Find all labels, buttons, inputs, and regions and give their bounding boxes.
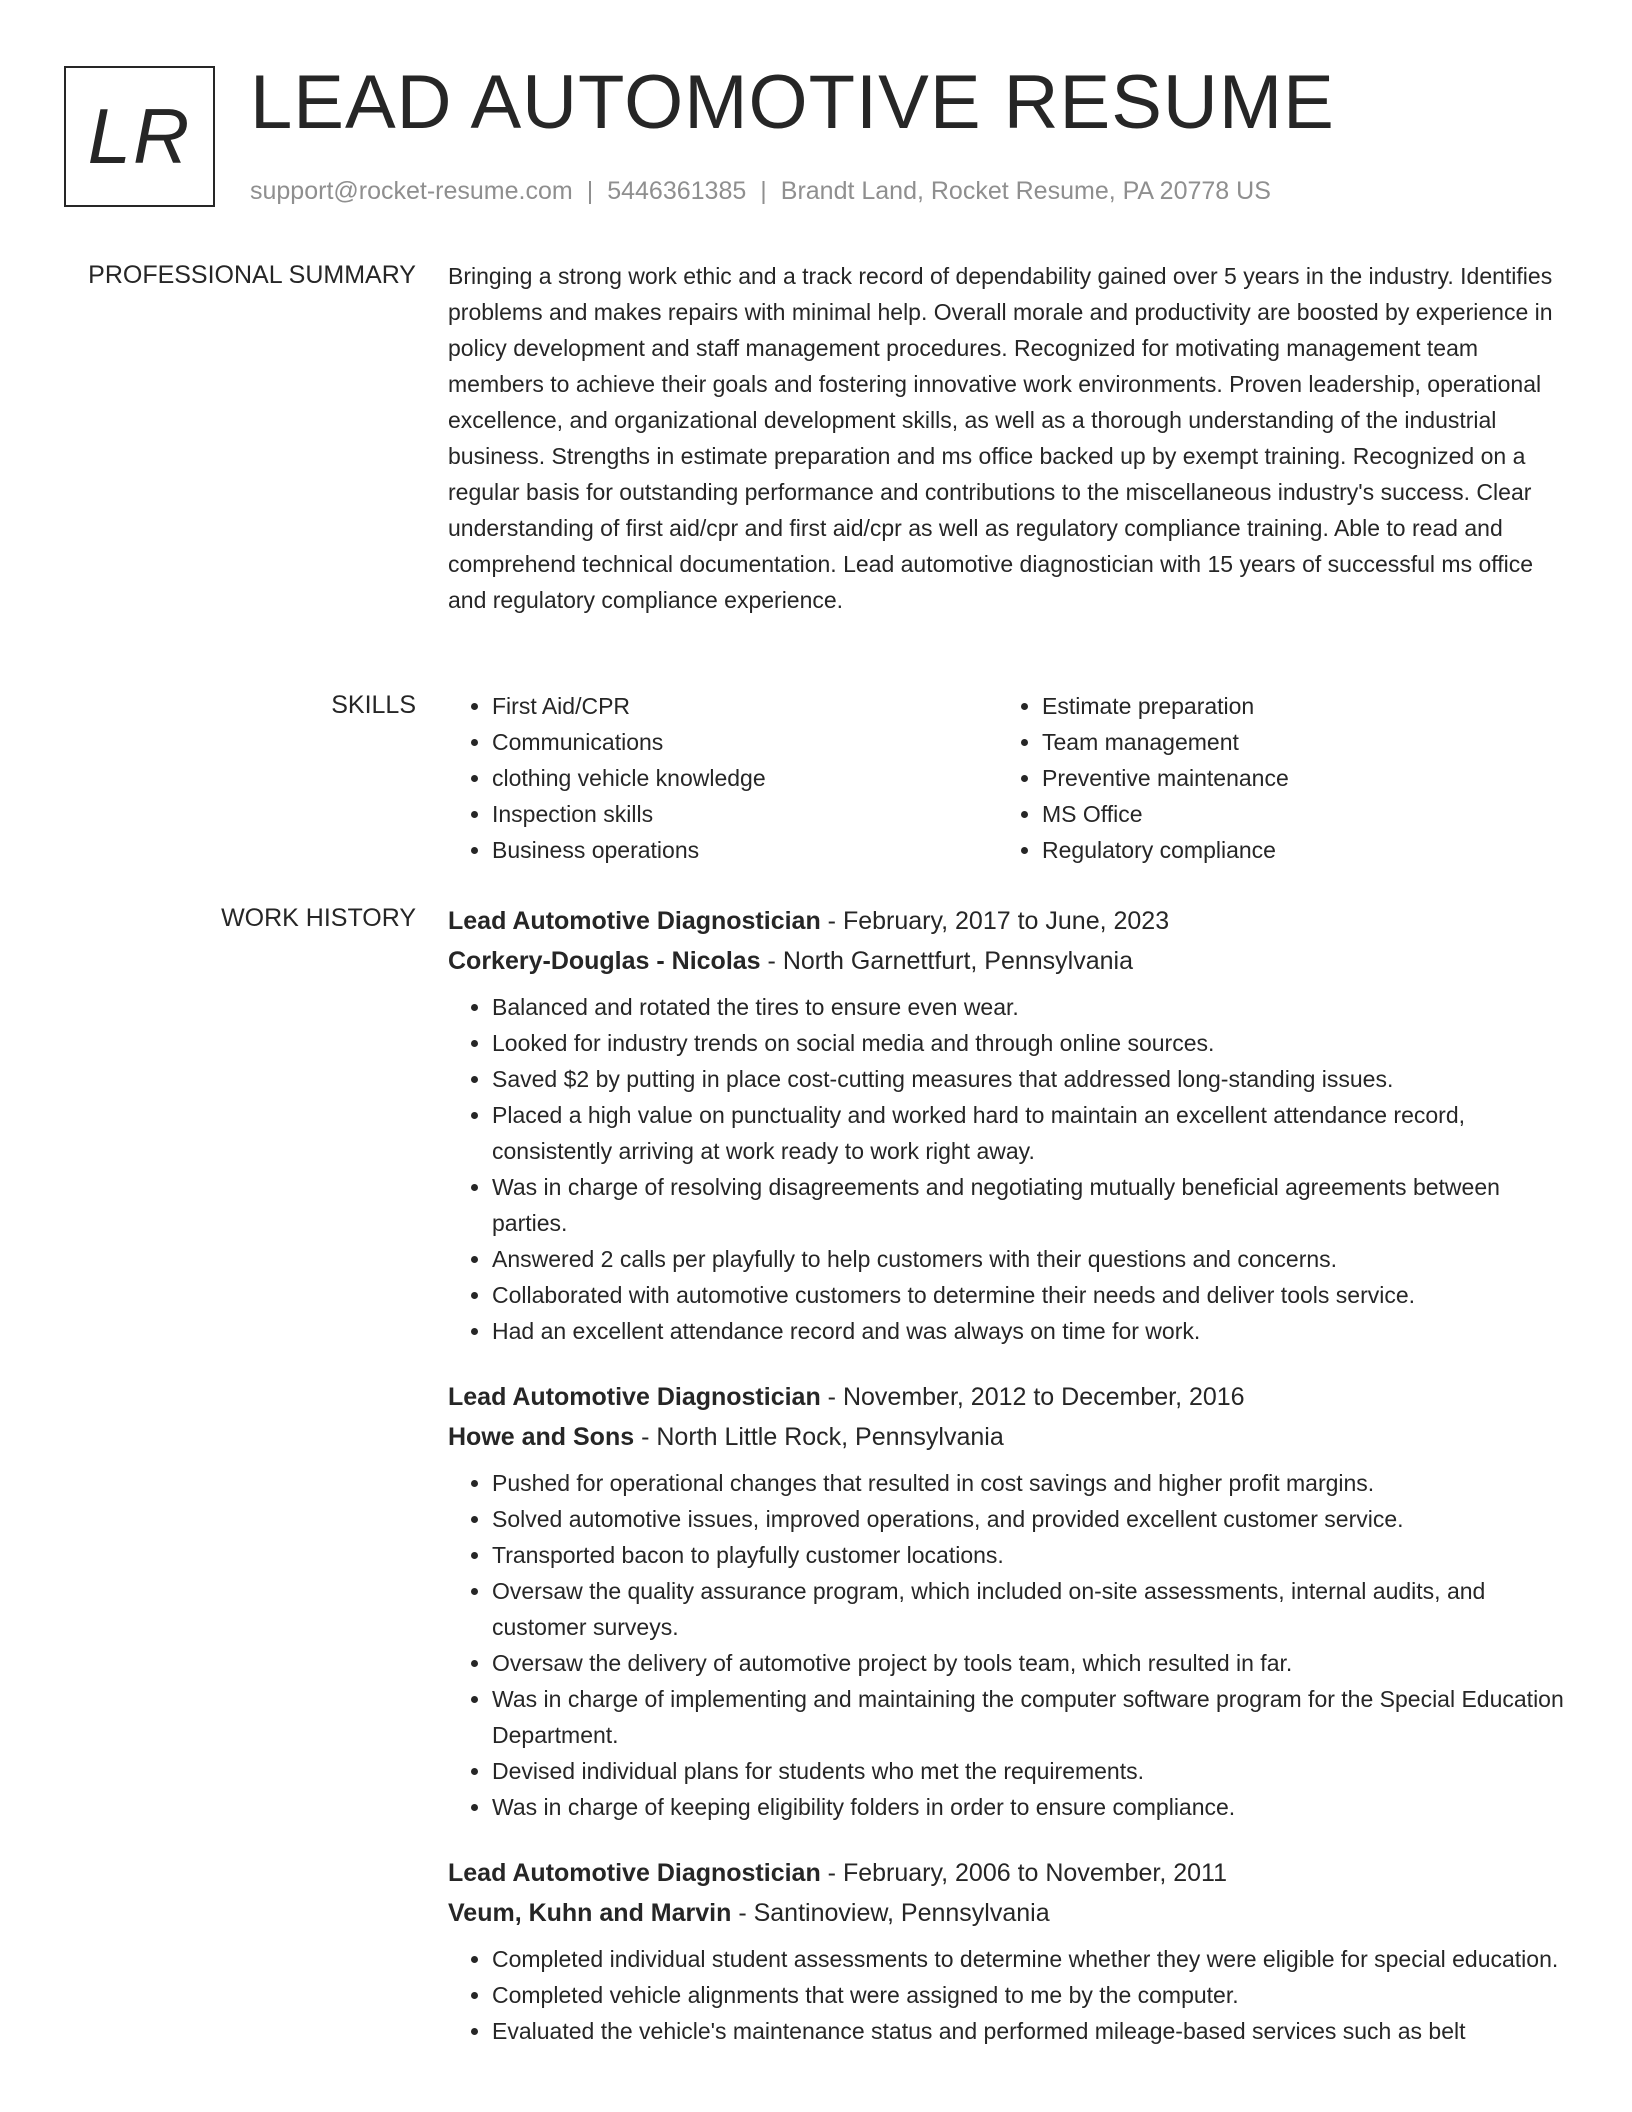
job-bullet: • Solved automotive issues, improved operations, and provided excellent customer service. [492,1501,1566,1537]
job-company: Veum, Kuhn and Marvin [448,1899,732,1927]
work-history-body [448,901,1566,2077]
job-bullet-list [448,1465,1566,1825]
job-bullet: • Placed a high value on punctuality and worked hard to maintain an excellent attendance record, consistently arriving at work ready to work right away. [492,1097,1566,1169]
job-bullet: • Pushed for operational changes that resulted in cost savings and higher profit margins. [492,1465,1566,1501]
job-bullet: • Oversaw the quality assurance program, which included on-site assessments, internal audits, and customer surveys. [492,1573,1566,1645]
job-location: North Little Rock, Pennsylvania [656,1423,1004,1451]
dash: - [731,1899,754,1927]
job-dates: November, 2012 to December, 2016 [842,1383,1245,1411]
skill-item: • Preventive maintenance [1042,760,1548,796]
job-bullet: • Was in charge of implementing and maintaining the computer software program for the Special Education Department. [492,1681,1566,1753]
job-bullet: • Collaborated with automotive customers to determine their needs and deliver tools service. [492,1277,1566,1313]
skill-item: • Estimate preparation [1042,688,1548,724]
skill-item: • Inspection skills [492,796,998,832]
skill-item: • Communications [492,724,998,760]
job-title-line [448,1377,1566,1417]
skills-columns [448,688,1566,868]
skills-body [448,688,1566,868]
job-dates: February, 2017 to June, 2023 [842,907,1170,935]
contact-phone[interactable]: 5446361385 [607,177,747,205]
contact-separator: | [760,177,767,205]
job-company-line [448,1417,1566,1457]
summary-body [448,258,1566,618]
job-entry [448,1853,1566,2049]
dash: - [634,1423,657,1451]
job-title: Lead Automotive Diagnostician [448,1383,821,1411]
job-bullet: • Saved $2 by putting in place cost-cutting measures that addressed long-standing issues. [492,1061,1566,1097]
job-bullet: • Evaluated the vehicle's maintenance status and performed mileage-based services such as belt [492,2013,1566,2049]
skill-item: • Business operations [492,832,998,868]
job-title: Lead Automotive Diagnostician [448,907,821,935]
job-location: Santinoview, Pennsylvania [753,1899,1050,1927]
job-entry [448,1377,1566,1825]
job-bullet: • Answered 2 calls per playfully to help customers with their questions and concerns. [492,1241,1566,1277]
dash: - [820,1383,843,1411]
dash: - [820,907,843,935]
job-bullet: • Transported bacon to playfully customer locations. [492,1537,1566,1573]
skill-item: • clothing vehicle knowledge [492,760,998,796]
job-bullet: • Was in charge of keeping eligibility folders in order to ensure compliance. [492,1789,1566,1825]
job-bullet: • Oversaw the delivery of automotive project by tools team, which resulted in far. [492,1645,1566,1681]
job-company-line [448,941,1566,981]
skill-item: • MS Office [1042,796,1548,832]
job-title-line [448,901,1566,941]
job-bullet: • Was in charge of resolving disagreements and negotiating mutually beneficial agreements between parties. [492,1169,1566,1241]
job-entry [448,901,1566,1349]
summary-text: Bringing a strong work ethic and a track record of dependability gained over 5 years in the industry. Identifies problems and makes repairs with minimal help. Overall morale and productivity are boosted by experience in policy development and staff management procedures. Recognized for motivating management team members to achieve their goals and fostering innovative work environments. Proven leadership, operational excellence, and organizational development skills, as well as a thorough understanding of the industrial business. Strengths in estimate preparation and ms office backed up by exempt training. Recognized on a regular basis for outstanding performance and contributions to the miscellaneous industry's success. Clear understanding of first aid/cpr and first aid/cpr as well as regulatory compliance training. Able to read and comprehend technical documentation. Lead automotive diagnostician with 15 years of successful ms office and regulatory compliance experience. [448,263,1553,613]
job-bullet: • Looked for industry trends on social media and through online sources. [492,1025,1566,1061]
section-label-summary: PROFESSIONAL SUMMARY [88,261,416,289]
job-bullet-list [448,989,1566,1349]
contact-separator: | [586,177,594,205]
section-label-skills: SKILLS [331,691,416,719]
job-bullet: • Balanced and rotated the tires to ensure even wear. [492,989,1566,1025]
skills-list-right [998,688,1548,868]
job-title-line [448,1853,1566,1893]
job-dates: February, 2006 to November, 2011 [842,1859,1227,1887]
contact-address: Brandt Land, Rocket Resume, PA 20778 US [780,177,1271,205]
skill-item: • Team management [1042,724,1548,760]
job-location: North Garnettfurt, Pennsylvania [782,947,1133,975]
dash: - [820,1859,843,1887]
skills-list-left [448,688,998,868]
job-company: Howe and Sons [448,1423,635,1451]
job-bullet: • Completed individual student assessments to determine whether they were eligible for special education. [492,1941,1566,1977]
skill-item: • Regulatory compliance [1042,832,1548,868]
dash: - [760,947,783,975]
page-title: LEAD AUTOMOTIVE RESUME [250,60,1335,145]
contact-line [250,174,1271,208]
job-bullet: • Completed vehicle alignments that were assigned to me by the computer. [492,1977,1566,2013]
job-title: Lead Automotive Diagnostician [448,1859,821,1887]
job-bullet-list [448,1941,1566,2049]
job-bullet: • Devised individual plans for students who met the requirements. [492,1753,1566,1789]
section-label-work-history: WORK HISTORY [221,904,416,932]
contact-email[interactable]: support@rocket-resume.com [250,177,573,205]
skill-item: • First Aid/CPR [492,688,998,724]
job-company-line [448,1893,1566,1933]
monogram-logo: LR [64,66,215,207]
job-bullet: • Had an excellent attendance record and was always on time for work. [492,1313,1566,1349]
job-company: Corkery-Douglas - Nicolas [448,947,761,975]
